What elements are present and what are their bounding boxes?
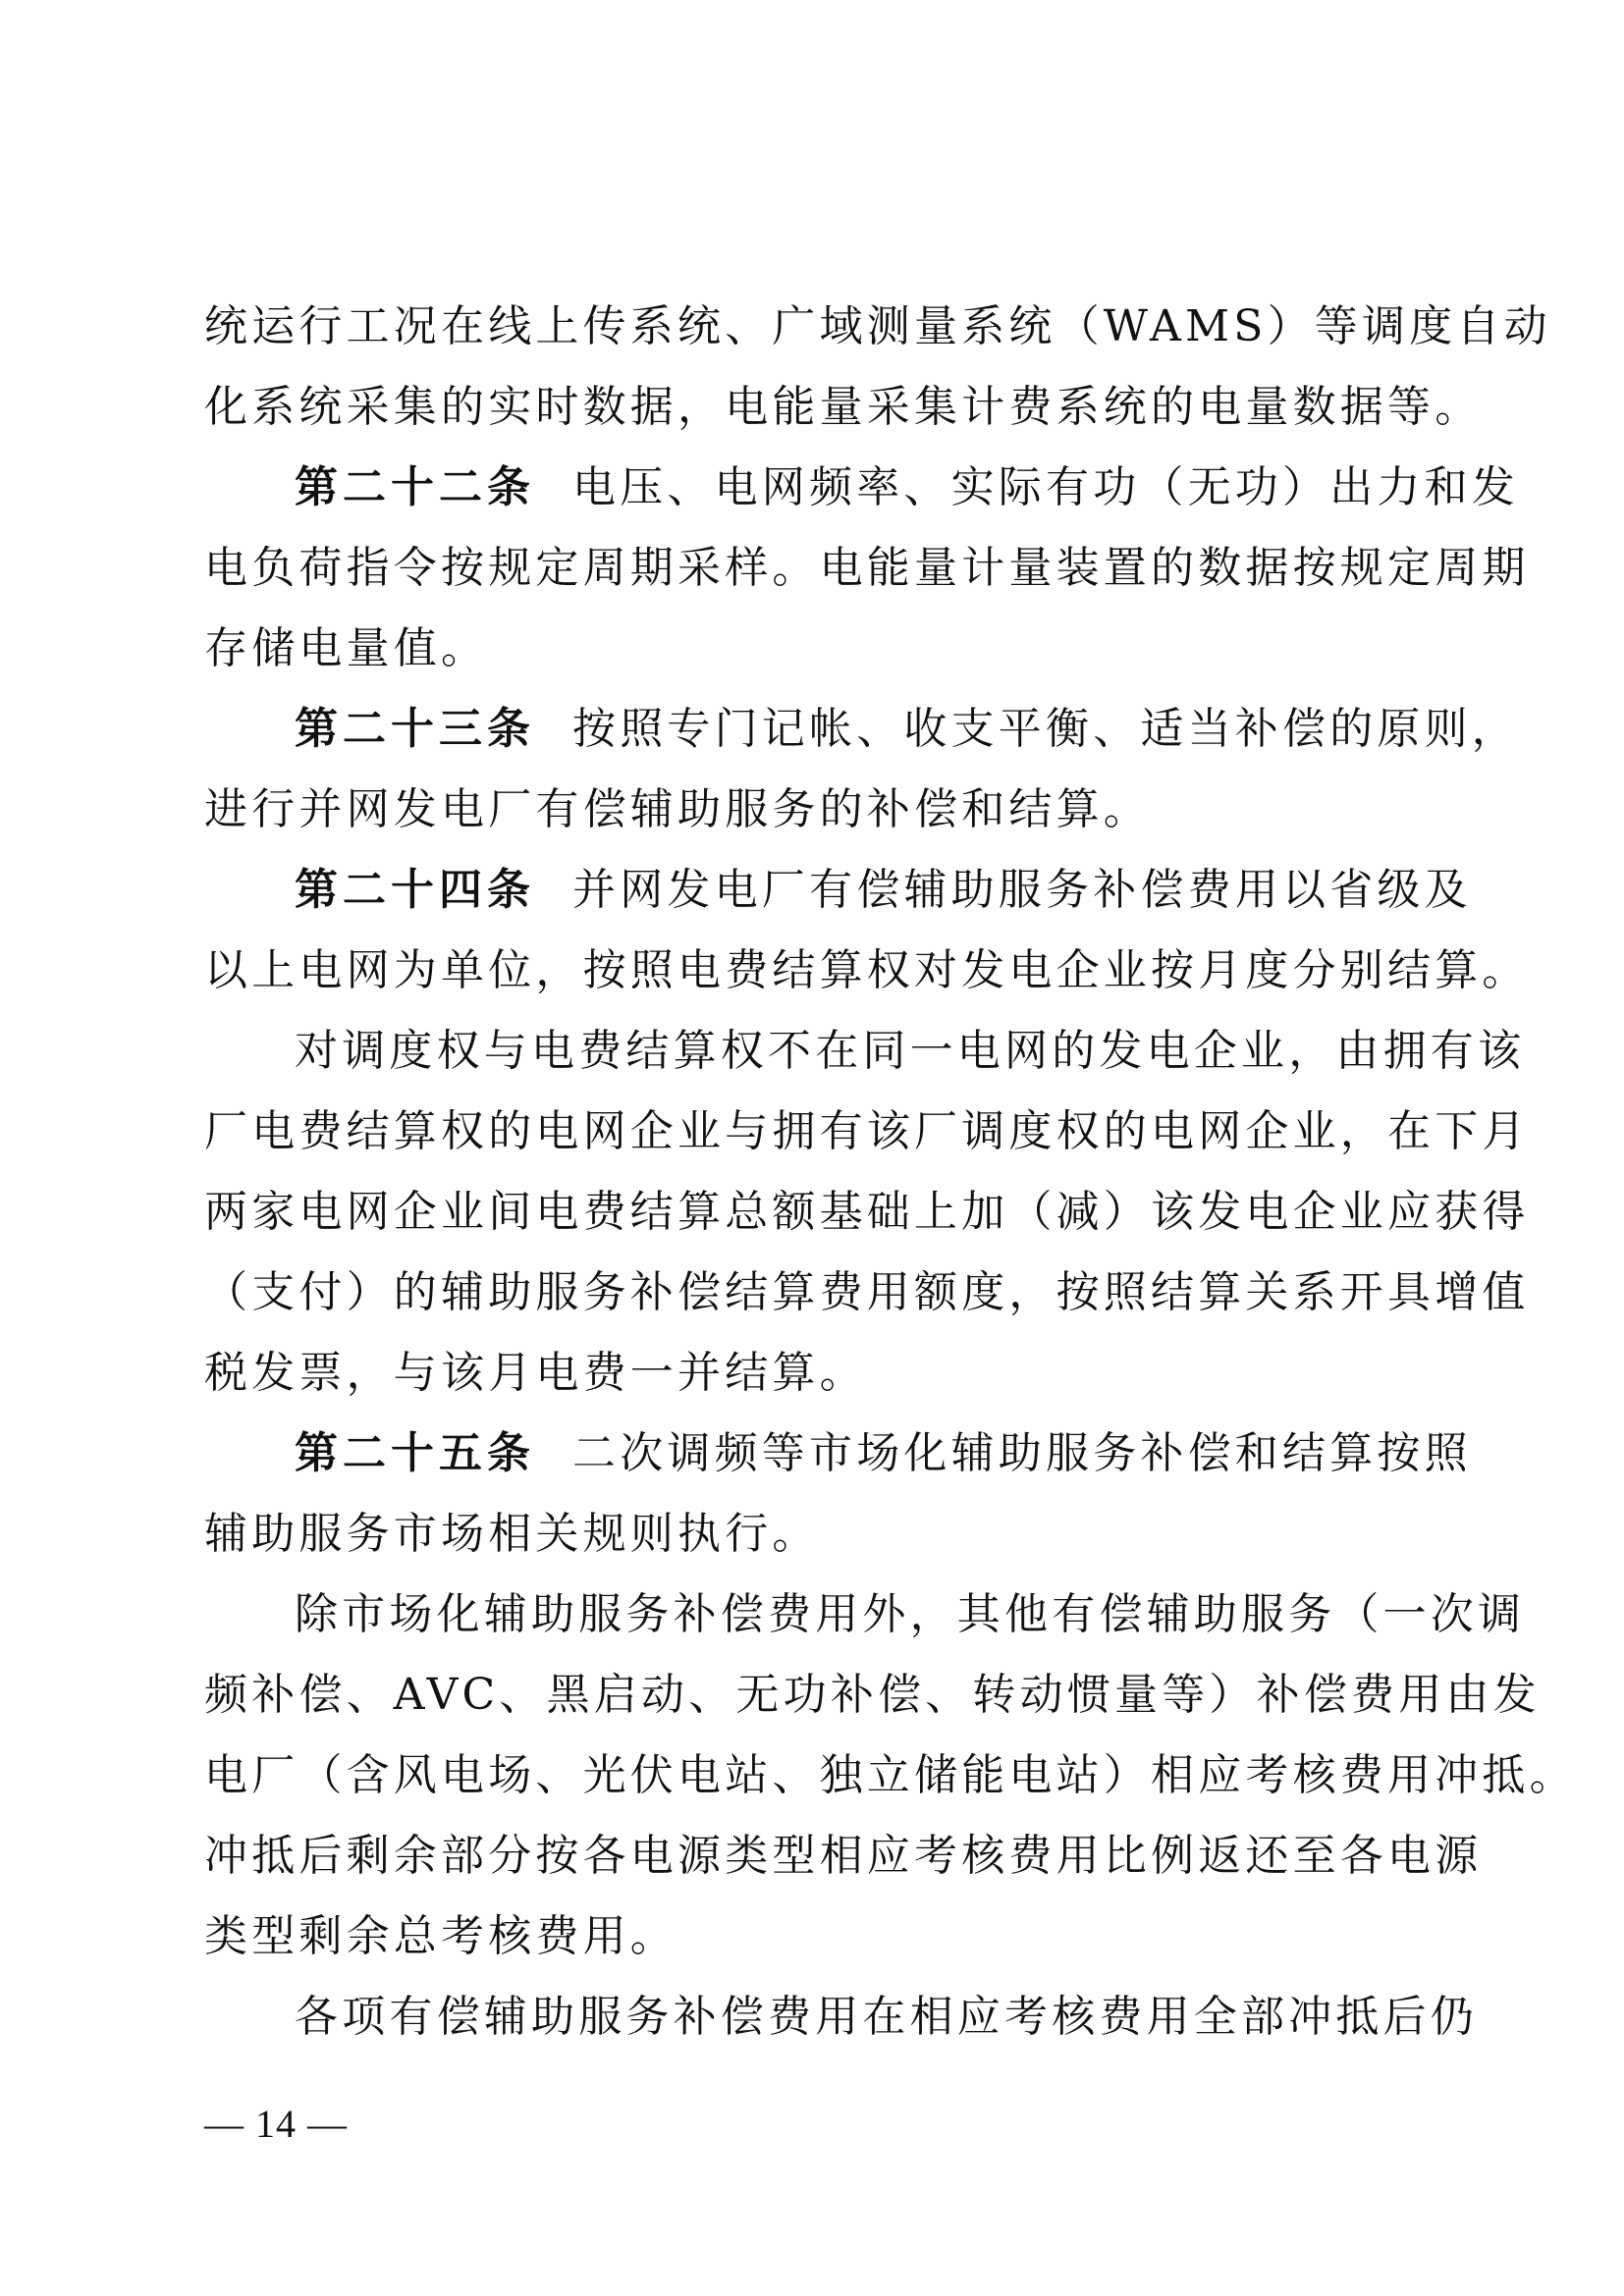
article-heading: 第二十五条 <box>295 1428 535 1478</box>
article-heading: 第二十二条 <box>295 462 535 512</box>
text-line: （支付）的辅助服务补偿结算费用额度，按照结算关系开具增值 <box>204 1267 1530 1317</box>
text-line: 电负荷指令按规定周期采样。电能量计量装置的数据按规定周期 <box>204 543 1530 593</box>
text-line: 化系统采集的实时数据，电能量采集计费系统的电量数据等。 <box>204 382 1483 432</box>
article-22-line <box>204 448 1519 528</box>
article-text: 电压、电网频率、实际有功（无功）出力和发 <box>572 462 1519 512</box>
text-line: 统运行工况在线上传系统、广域测量系统（WAMS）等调度自动 <box>204 301 1551 351</box>
paragraph-start-line: 除市场化辅助服务补偿费用外，其他有偿辅助服务（一次调 <box>295 1589 1526 1639</box>
text-line: 存储电量值。 <box>204 623 489 673</box>
text-line: 税发票，与该月电费一并结算。 <box>204 1348 867 1398</box>
article-text: 二次调频等市场化辅助服务补偿和结算按照 <box>572 1428 1472 1478</box>
article-25-line <box>204 1414 1472 1494</box>
text-line: 厂电费结算权的电网企业与拥有该厂调度权的电网企业，在下月 <box>204 1106 1530 1156</box>
text-line: 电厂（含风电场、光伏电站、独立储能电站）相应考核费用冲抵。 <box>204 1750 1577 1800</box>
text-line: 两家电网企业间电费结算总额基础上加（减）该发电企业应获得 <box>204 1187 1530 1237</box>
paragraph-start-line: 各项有偿辅助服务补偿费用在相应考核费用全部冲抵后仍 <box>295 1992 1478 2042</box>
text-line: 冲抵后剩余部分按各电源类型相应考核费用比例返还至各电源 <box>204 1831 1483 1881</box>
article-heading: 第二十三条 <box>295 704 535 754</box>
paragraph-start-line: 对调度权与电费结算权不在同一电网的发电企业，由拥有该 <box>295 1026 1526 1076</box>
text-line: 辅助服务市场相关规则执行。 <box>204 1509 820 1559</box>
article-24-line <box>204 850 1472 931</box>
text-line: 频补偿、AVC、黑启动、无功补偿、转动惯量等）补偿费用由发 <box>204 1670 1541 1720</box>
text-line: 类型剩余总考核费用。 <box>204 1911 677 1961</box>
article-heading: 第二十四条 <box>295 865 535 915</box>
article-text: 按照专门记帐、收支平衡、适当补偿的原则， <box>572 704 1519 754</box>
page-number: — 14 — <box>204 2102 348 2146</box>
text-line: 以上电网为单位，按照电费结算权对发电企业按月度分别结算。 <box>204 945 1530 995</box>
body-text <box>204 287 1577 2057</box>
text-line: 进行并网发电厂有偿辅助服务的补偿和结算。 <box>204 784 1151 834</box>
article-23-line <box>204 689 1519 770</box>
article-text: 并网发电厂有偿辅助服务补偿费用以省级及 <box>572 865 1472 915</box>
